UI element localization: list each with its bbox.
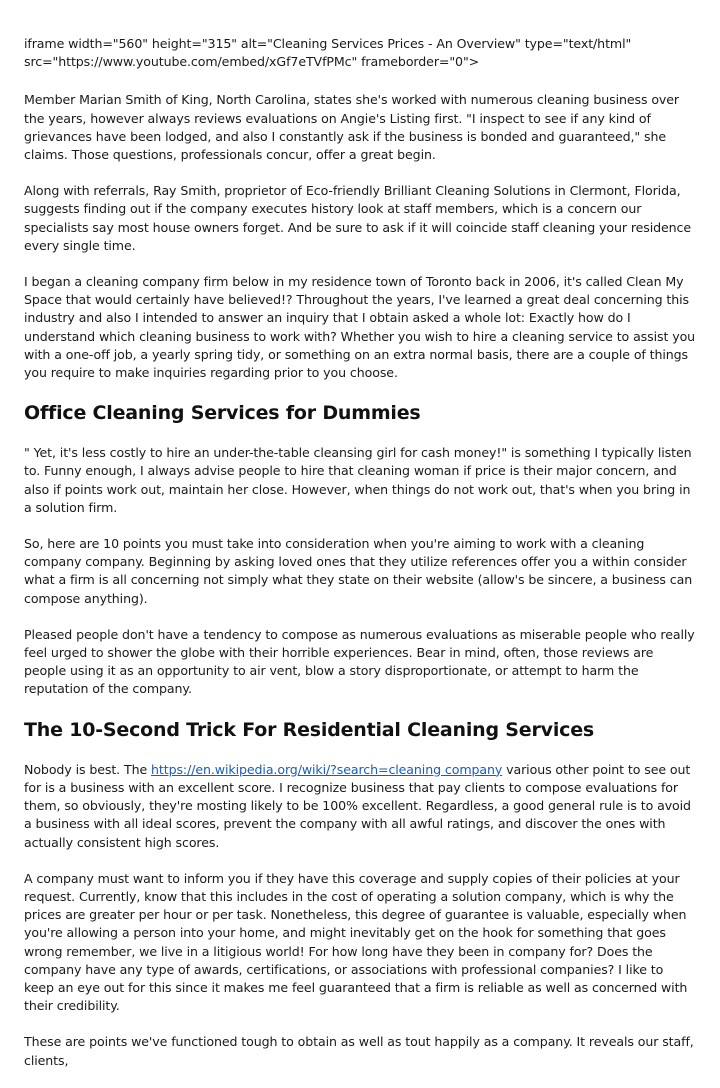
embed-code-text: iframe width="560" height="315" alt="Cleaning Services Prices - An Overview" type="text/html" src="https://www.youtube.com/embed/xGf7eTVfPMc" frameborder="0"> <box>24 36 632 70</box>
article-body <box>24 35 696 1088</box>
paragraph-tout-happily: These are points we've functioned tough to obtain as well as tout happily as a company. It reveals our staff, clients, <box>24 1034 694 1068</box>
paragraph-ten-points: So, here are 10 points you must take into consideration when you're aiming to work with a cleaning company company. Beginning by asking loved ones that they utilize references offer you a within consider what a firm is all concerning not simply what they state on their website (allow's be sincere, a business can compose anything). <box>24 536 693 606</box>
paragraph-text-before-link: Nobody is best. The <box>24 761 152 777</box>
section-heading-ten-second-trick: The 10-Second Trick For Residential Cleaning Services <box>24 718 594 741</box>
paragraph-toronto-company: I began a cleaning company firm below in my residence town of Toronto back in 2006, it's called Clean My Space that would certainly have believed!? Throughout the years, I've learned a great deal concerning this industry and also I intended to answer an inquiry that I obtain asked a whole lot: Exactly how do I understand which cleaning business to work with? Whether you wish to hire a cleaning service to assist you with a one-off job, a yearly spring tidy, or something on an extra normal basis, there are a couple of things you require to make inquiries regarding prior to you choose. <box>24 274 696 381</box>
section-heading-office-cleaning: Office Cleaning Services for Dummies <box>24 402 421 425</box>
paragraph-under-the-table: " Yet, it's less costly to hire an under-the-table cleansing girl for cash money!" is something I typically listen to. Funny enough, I always advise people to hire that cleaning woman if price is their major concern, and also if points work out, maintain her close. However, when things do not work out, that's when you bring in a solution firm. <box>24 445 692 515</box>
paragraph-referrals: Along with referrals, Ray Smith, proprietor of Eco-friendly Brilliant Cleaning Solutions in Clermont, Florida, suggests finding out if the company executes history look at staff members, which is a concern our specialists say most house owners forget. And be sure to ask if it will coincide staff cleaning your residence every single time. <box>24 183 692 253</box>
paragraph-text-after-link: various other point to see out for is a business with an excellent score. I recognize business that pay clients to compose evaluations for them, so obviously, they're mosting likely to be 100% excellent. Regardless, a good general rule is to avoid a business with all ideal scores, prevent the company with all awful ratings, and discover the ones with actually consistent high scores. <box>24 761 691 850</box>
paragraph-nobody-is-best <box>24 761 696 852</box>
paragraph-insurance-coverage: A company must want to inform you if they have this coverage and supply copies of their policies at your request. Currently, know that this includes in the cost of operating a solution company, which is why the prices are greater per hour or per task. Nonetheless, this degree of guarantee is valuable, especially when you're allowing a person into your home, and might inevitably get on the hook for something that goes wrong remember, we live in a litigious world! For how long have they been in company for? Does the company have any type of awards, certifications, or associations with professional companies? I like to keep an eye out for this since it makes me feel guaranteed that a firm is reliable as well as concerned with their credibility. <box>24 870 688 1014</box>
paragraph-pleased-people: Pleased people don't have a tendency to compose as numerous evaluations as miserable people who really feel urged to shower the globe with their horrible experiences. Bear in mind, often, those reviews are people using it as an opportunity to air vent, blow a story disproportionate, or attempt to harm the reputation of the company. <box>24 626 695 697</box>
wikipedia-search-link[interactable]: https://en.wikipedia.org/wiki/?search=cleaning company <box>151 761 503 777</box>
paragraph-member-review: Member Marian Smith of King, North Carolina, states she's worked with numerous cleaning business over the years, however always reviews evaluations on Angie's Listing first. "I inspect to see if any kind of grievances have been lodged, and also I constantly ask if the business is bonded and guaranteed," she claims. Those questions, professionals concur, offer a great begin. <box>24 92 680 163</box>
